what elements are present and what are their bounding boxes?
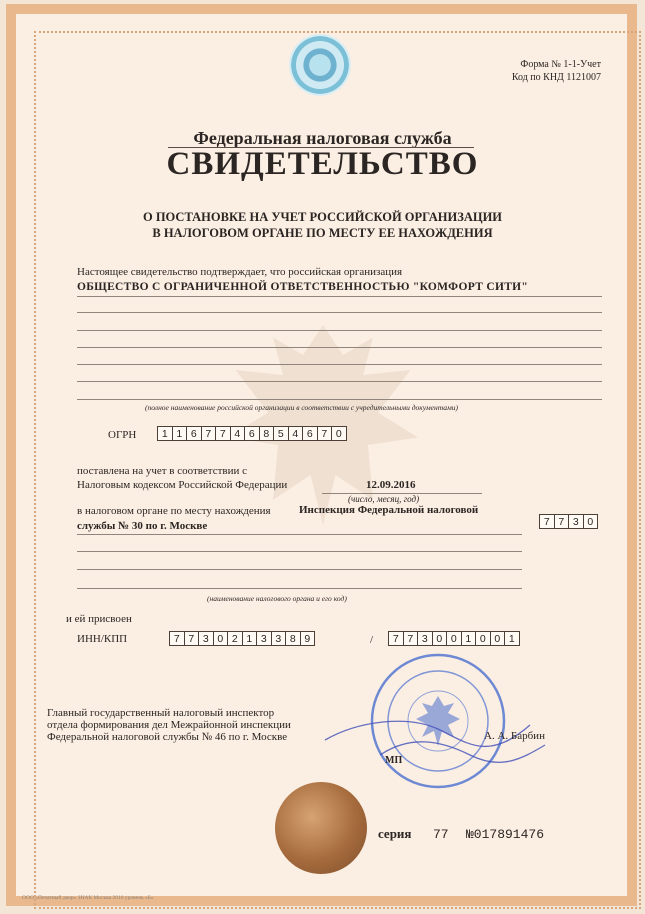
authority-line <box>77 551 522 552</box>
authority-code-digit: 3 <box>568 514 584 529</box>
organization-name: ОБЩЕСТВО С ОГРАНИЧЕННОЙ ОТВЕТСТВЕННОСТЬЮ "КОМФОРТ СИТИ" <box>77 281 529 293</box>
authority-line1: Инспекция Федеральной налоговой <box>299 504 479 516</box>
ogrn-digit: 0 <box>331 426 347 441</box>
ogrn-digit: 5 <box>273 426 289 441</box>
kpp-digit: 3 <box>417 631 433 646</box>
authority-line <box>77 534 522 535</box>
form-code <box>512 58 601 84</box>
org-caption: (полное наименование российской организации в соответствии с учредительными документами) <box>145 403 459 412</box>
ogrn-digit: 4 <box>230 426 246 441</box>
authority-code-digit: 7 <box>554 514 570 529</box>
inn-digit: 3 <box>198 631 214 646</box>
signer-title-line1: Главный государственный налоговый инспектор <box>47 707 275 719</box>
ogrn-digit: 1 <box>157 426 173 441</box>
authority-line <box>77 569 522 570</box>
inn-kpp-label: ИНН/КПП <box>77 633 128 645</box>
kpp-digit: 0 <box>490 631 506 646</box>
ogrn-digit: 6 <box>244 426 260 441</box>
ogrn-digit: 7 <box>201 426 217 441</box>
subtitle-line2: В НАЛОГОВОМ ОРГАНЕ ПО МЕСТУ ЕЕ НАХОЖДЕНИЯ <box>152 226 493 240</box>
authority-code-digit: 0 <box>583 514 599 529</box>
kpp-digit: 0 <box>432 631 448 646</box>
inn-digit: 3 <box>256 631 272 646</box>
ogrn-digit: 4 <box>288 426 304 441</box>
org-line <box>77 364 602 365</box>
authority-line2: службы № 30 по г. Москве <box>77 520 208 532</box>
kpp-digit: 7 <box>388 631 404 646</box>
printer-imprint: ООО «Печатный двор» ЗНАК Москва 2016 уровень «Б» <box>22 895 154 901</box>
ogrn-digit: 8 <box>259 426 275 441</box>
ogrn-digit: 7 <box>317 426 333 441</box>
inn-digit: 1 <box>242 631 258 646</box>
inn-digit: 9 <box>300 631 316 646</box>
hologram-emblem <box>291 36 349 94</box>
org-line <box>77 381 602 382</box>
ogrn-digit: 7 <box>215 426 231 441</box>
signer-name: А. А. Барбин <box>484 730 545 742</box>
registration-date: 12.09.2016 <box>366 479 416 491</box>
signer-block <box>47 707 291 743</box>
ogrn-digit: 6 <box>186 426 202 441</box>
authority-code-cells <box>540 514 598 529</box>
kpp-digit: 0 <box>446 631 462 646</box>
inn-kpp-slash: / <box>370 634 374 646</box>
authority-line <box>77 588 522 589</box>
kpp-digit: 7 <box>403 631 419 646</box>
ogrn-digit: 1 <box>172 426 188 441</box>
embossed-seal <box>275 782 367 874</box>
ogrn-label: ОГРН <box>108 429 137 441</box>
subtitle-line1: О ПОСТАНОВКЕ НА УЧЕТ РОССИЙСКОЙ ОРГАНИЗАЦИИ <box>142 210 503 224</box>
ogrn-digit: 6 <box>302 426 318 441</box>
org-line <box>77 312 602 313</box>
series-number: 77 <box>433 827 449 842</box>
org-line <box>77 347 602 348</box>
org-line <box>77 330 602 331</box>
registration-line2: Налоговым кодексом Российской Федерации <box>77 479 288 491</box>
authority-code-digit: 7 <box>539 514 555 529</box>
knd-code: Код по КНД 1121007 <box>511 72 601 83</box>
mp-label: МП <box>385 755 403 766</box>
service-name: Федеральная налоговая служба <box>193 128 452 148</box>
org-line <box>77 399 602 400</box>
inn-digit: 7 <box>169 631 185 646</box>
authority-caption: (наименование налогового органа и его код) <box>207 594 347 603</box>
certificate-number: №017891476 <box>466 827 545 842</box>
signer-title-line3: Федеральной налоговой службы № 46 по г. Москве <box>47 731 288 743</box>
confirm-text: Настоящее свидетельство подтверждает, что российская организация <box>77 266 403 278</box>
form-number: Форма № 1-1-Учет <box>520 59 601 70</box>
kpp-cells <box>389 631 520 646</box>
kpp-digit: 1 <box>504 631 520 646</box>
inn-digit: 0 <box>213 631 229 646</box>
signer-title-line2: отдела формирования дел Межрайонной инспекции <box>47 719 291 731</box>
org-line <box>77 296 602 297</box>
inn-cells <box>170 631 315 646</box>
date-caption: (число, месяц, год) <box>348 494 420 504</box>
inn-digit: 8 <box>285 631 301 646</box>
assigned-text: и ей присвоен <box>66 613 132 625</box>
location-label: в налоговом органе по месту нахождения <box>77 505 271 517</box>
inn-digit: 7 <box>184 631 200 646</box>
ogrn-cells <box>158 426 347 441</box>
registration-line1: поставлена на учет в соответствии с <box>77 465 248 477</box>
page-title: СВИДЕТЕЛЬСТВО <box>166 146 479 182</box>
kpp-digit: 1 <box>461 631 477 646</box>
inn-digit: 3 <box>271 631 287 646</box>
subtitle <box>0 209 645 241</box>
inn-digit: 2 <box>227 631 243 646</box>
series-label: серия <box>378 826 412 841</box>
kpp-digit: 0 <box>475 631 491 646</box>
